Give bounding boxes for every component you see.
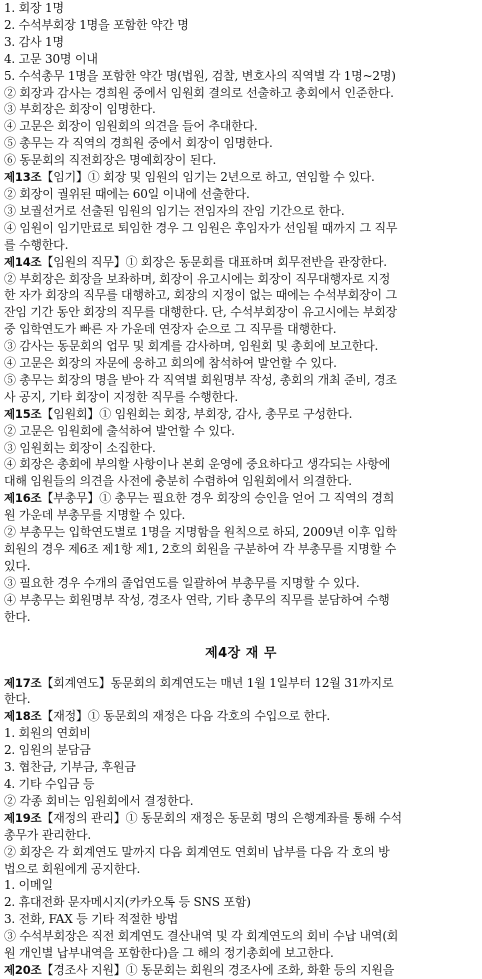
article-heading: 제19조 (4, 810, 42, 825)
text-line: ③ 필요한 경우 수개의 졸업연도를 일괄하여 부총무를 지명할 수 있다. (4, 575, 360, 590)
article-heading: 제14조 (4, 254, 42, 269)
text-line: 를 수행한다. (4, 237, 69, 252)
text-line: ② 회장과 감사는 경희원 중에서 임원회 결의로 선출하고 총회에서 인준한다. (4, 85, 394, 100)
article-heading: 제17조 (4, 675, 42, 690)
text-line: 4. 고문 30명 이내 (4, 51, 98, 66)
text-line: ③ 보궐선거로 선출된 임원의 임기는 전임자의 잔임 기간으로 한다. (4, 203, 345, 218)
article-13 (4, 169, 478, 254)
article-19 (4, 810, 478, 962)
text-line: 회원의 경우 제6조 제1항 제1, 2호의 회원을 구분하여 각 부총무를 지명할 수 (4, 542, 397, 556)
text-line: ② 회장이 궐위된 때에는 60일 이내에 선출한다. (4, 186, 250, 201)
article-17 (4, 675, 478, 709)
article-heading: 제16조 (4, 491, 42, 506)
text-line: ③ 임원회는 회장이 소집한다. (4, 440, 156, 455)
text-line: ② 부회장은 회장을 보좌하며, 회장이 유고시에는 회장이 직무대행자로 지정 (4, 271, 391, 286)
chapter-heading: 제4장 재 무 (205, 645, 277, 661)
text-line: 제15조【임원회】① 임원회는 회장, 부회장, 감사, 총무로 구성한다. (4, 406, 353, 421)
text-line: ④ 고문은 회장이 임원회의 의견을 들어 추대한다. (4, 119, 258, 134)
text-line: 3. 감사 1명 (4, 34, 64, 49)
text-line: 제19조【재정의 관리】① 동문회의 재정은 동문회 명의 은행계좌를 통해 수석 (4, 810, 402, 825)
article-20 (4, 962, 478, 979)
text-line: ③ 수석부회장은 직전 회계연도 결산내역 및 각 회계연도의 회비 수납 내역(회 (4, 929, 399, 944)
text-line: 제18조【재정】① 동문회의 재정은 다음 각호의 수입으로 한다. (4, 709, 330, 724)
text-line: 3. 협찬금, 기부금, 후원금 (4, 760, 136, 775)
text-line: 제16조【부총무】① 총무는 필요한 경우 회장의 승인을 얻어 그 직역의 경희 (4, 491, 395, 506)
officer-list (4, 0, 478, 169)
text-line: ⑤ 총무는 회장의 명을 받아 각 직역별 회원명부 작성, 총회의 개최 준비, 경조 (4, 372, 397, 387)
text-line: ④ 고문은 회장의 자문에 응하고 회의에 참석하여 발언할 수 있다. (4, 356, 337, 371)
text-line: ③ 감사는 동문회의 업무 및 회계를 감사하며, 임원회 및 총회에 보고한다. (4, 339, 379, 354)
text-line: 법으로 회원에게 공지한다. (4, 861, 141, 876)
text-line: 원 가운데 부총무를 지명할 수 있다. (4, 508, 186, 523)
text-line: ② 부총무는 입학연도별로 1명을 지명함을 원칙으로 하되, 2009년 이후 입학 (4, 525, 397, 540)
text-line: 중 입학연도가 빠른 자 가운데 연장자 순으로 그 직무를 대행한다. (4, 322, 337, 337)
text-line: ② 각종 회비는 임원회에서 결정한다. (4, 793, 194, 808)
text-line: 1. 이메일 (4, 878, 53, 893)
text-line: 원 개인별 납부내역을 포함한다)을 그 해의 정기총회에 보고한다. (4, 946, 334, 961)
text-line: 제20조【경조사 지원】① 동문회는 회원의 경조사에 조화, 화환 등의 지원을 (4, 962, 395, 977)
article-heading: 제18조 (4, 709, 42, 724)
text-line: 잔임 기간 동안 회장의 직무를 대행한다. 단, 수석부회장이 유고시에는 부회장 (4, 305, 397, 320)
text-line: 총무가 관리한다. (4, 827, 91, 842)
text-line: 2. 임원의 분담금 (4, 743, 91, 758)
text-line: 사 공지, 기타 회장이 지정한 직무를 수행한다. (4, 389, 238, 404)
text-line: 제17조【회계연도】동문회의 회계연도는 매년 1월 1일부터 12월 31까지로 (4, 675, 394, 690)
text-line: ③ 부회장은 회장이 임명한다. (4, 102, 156, 117)
text-line: 4. 기타 수입금 등 (4, 776, 95, 791)
text-line: 한 자가 회장의 직무를 대행하고, 회장의 지정이 없는 때에는 수석부회장이 그 (4, 288, 397, 303)
text-line: 3. 전화, FAX 등 기타 적절한 방법 (4, 912, 179, 927)
text-line: ④ 임원이 임기만료로 퇴임한 경우 그 임원은 후임자가 선임될 때까지 그 직무 (4, 220, 398, 235)
text-line: 있다. (4, 558, 31, 573)
article-heading: 제20조 (4, 962, 42, 977)
text-line: 1. 회원의 연회비 (4, 726, 91, 741)
text-line: 대해 임원들의 의견을 사전에 충분히 수렴하여 임원회에서 의결한다. (4, 474, 352, 489)
text-line: ② 고문은 임원회에 출석하여 발언할 수 있다. (4, 423, 235, 438)
text-line: 제13조【임기】① 회장 및 임원의 임기는 2년으로 하고, 연임할 수 있다. (4, 170, 375, 185)
text-line: ④ 부총무는 회원명부 작성, 경조사 연락, 기타 총무의 직무를 분담하여 수행 (4, 592, 390, 607)
text-line: 2. 휴대전화 문자메시지(카카오톡 등 SNS 포함) (4, 895, 251, 910)
article-14 (4, 254, 478, 406)
article-heading: 제13조 (4, 170, 42, 185)
text-line: ④ 회장은 총회에 부의할 사항이나 본회 운영에 중요하다고 생각되는 사항에 (4, 457, 391, 472)
text-line: ② 회장은 각 회계연도 말까지 다음 회계연도 연회비 납부를 다음 각 호의 방 (4, 844, 390, 859)
text-line: 5. 수석총무 1명을 포함한 약간 명(법원, 검찰, 변호사의 직역별 각 1명~2명) (4, 68, 396, 83)
text-line: 한다. (4, 609, 31, 624)
text-line: 1. 회장 1명 (4, 1, 64, 15)
article-18 (4, 708, 478, 809)
text-line: 제14조【임원의 직무】① 회장은 동문회를 대표하며 회무전반을 관장한다. (4, 254, 387, 269)
article-16 (4, 490, 478, 625)
text-line: ⑥ 동문회의 직전회장은 명예회장이 된다. (4, 153, 217, 168)
article-15 (4, 406, 478, 491)
text-line: 한다. (4, 692, 31, 707)
text-line: 2. 수석부회장 1명을 포함한 약간 명 (4, 17, 189, 32)
text-line: ⑤ 총무는 각 직역의 경희원 중에서 회장이 임명한다. (4, 136, 273, 151)
article-heading: 제15조 (4, 406, 42, 421)
